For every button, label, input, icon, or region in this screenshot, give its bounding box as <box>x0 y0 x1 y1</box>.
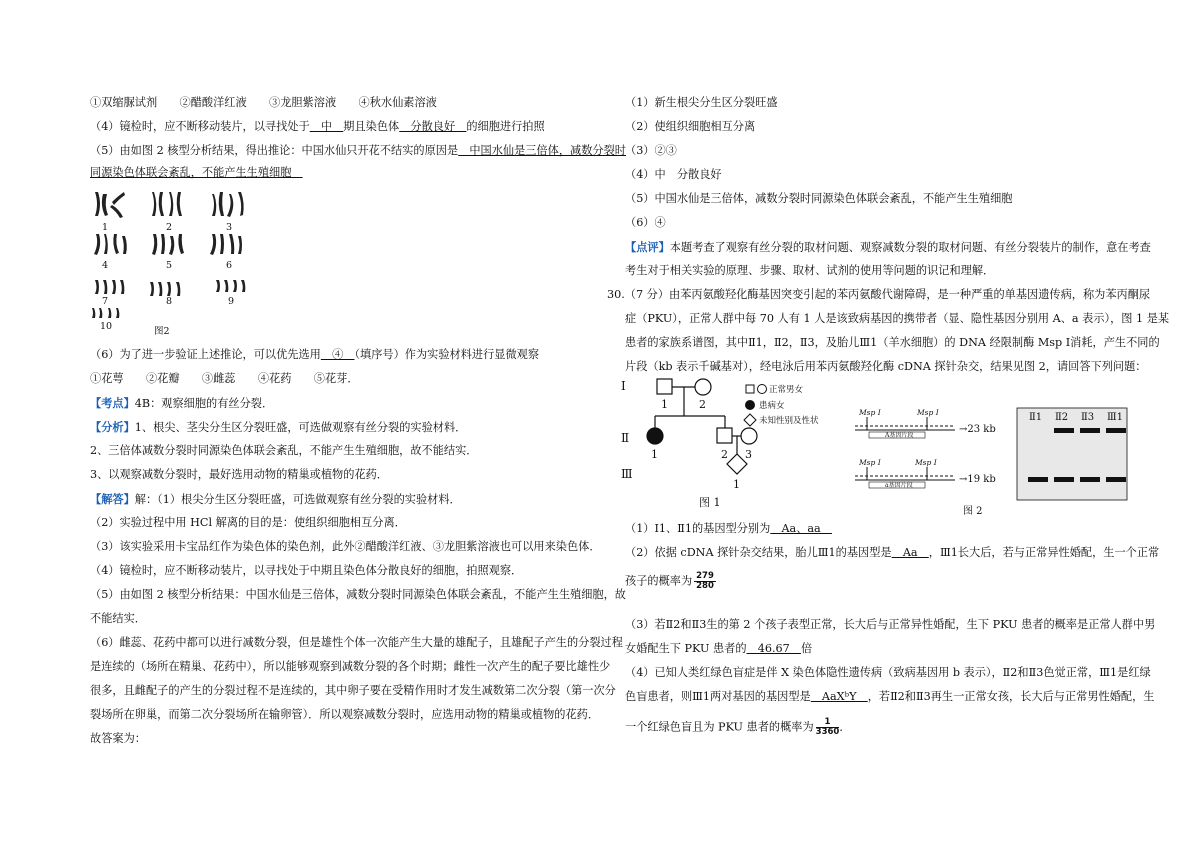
q6-answer: ④ <box>320 348 355 361</box>
legend-unknown: 未知性别及性状 <box>759 416 819 426</box>
legend-diamond-icon <box>744 414 756 426</box>
q5-answer-b: 同源染色体联会紊乱，不能产生生殖细胞 <box>90 166 303 179</box>
q5-text: （5）由如图 2 核型分析结果，得出推论：中国水仙只开花不结实的原因是 <box>90 144 459 157</box>
ind-label: 3 <box>745 448 752 461</box>
sub-question-4: （4）已知人类红绿色盲症是伴 X 染色体隐性遗传病（致病基因用 b 表示），Ⅱ2和Ⅱ3色觉正常，Ⅲ1是红绿 <box>625 666 1151 679</box>
legend-square-icon <box>746 385 754 393</box>
karyo-label: 10 <box>100 321 113 332</box>
figure-2-label: 图2 <box>154 326 170 337</box>
msp-label: Msp Ⅰ <box>915 458 937 467</box>
karyo-label: 2 <box>166 222 173 233</box>
karyotype-figure <box>90 188 290 338</box>
karyo-label: 3 <box>226 222 233 233</box>
kaodian-text: 4B：观察细胞的有丝分裂． <box>134 397 274 410</box>
jieda-5b: 不能结实． <box>90 612 146 625</box>
ind-label: 1 <box>733 478 740 491</box>
lane-label: Ⅱ2 <box>1055 412 1069 423</box>
answer-2: （2）使组织细胞相互分离 <box>625 120 756 133</box>
jieda-5a: （5）由如图 2 核型分析结果：中国水仙是三倍体，减数分裂时同源染色体联会紊乱，不能产生生殖细胞，故 <box>90 588 626 601</box>
s4-text-c: 一个红绿色盲且为 PKU 患者的概率为 <box>625 720 814 734</box>
jieda-tag: 【解答】 <box>90 492 135 506</box>
band-II3-19kb <box>1080 477 1100 482</box>
jieda-6d: 裂场所在卵巢，而第二次分裂场所在输卵管）．所以观察减数分裂时，应选用动物的精巢或植物的花药． <box>90 708 600 721</box>
band-II2-23kb <box>1054 428 1074 433</box>
answer-1: （1）新生根尖分生区分裂旺盛 <box>625 96 778 109</box>
jieda-6a: （6）雌蕊、花药中都可以进行减数分裂，但是雄性个体一次能产生大量的雄配子，且雄配子产生的分裂过程 <box>90 636 623 649</box>
lane-label: Ⅱ3 <box>1081 412 1095 423</box>
legend-normal: 正常男女 <box>769 385 804 395</box>
s4-fraction <box>816 718 840 737</box>
q4-text-end: 的细胞进行拍照 <box>466 120 545 133</box>
ind-label: 1 <box>661 398 668 411</box>
pedigree-female-I2 <box>695 379 711 395</box>
figure-2-gel-label: 图 2 <box>963 506 983 517</box>
s4-numerator: 1 <box>816 718 840 728</box>
chrom-group-6 <box>210 234 242 255</box>
fragment-A-label: A基因片段 <box>885 432 914 439</box>
s3-text-end: 倍 <box>800 642 813 655</box>
band-II1-19kb <box>1028 477 1048 482</box>
legend-filled-circle-icon <box>746 401 755 410</box>
answer-5: （5）中国水仙是三倍体，减数分裂时同源染色体联会紊乱，不能产生生殖细胞 <box>625 192 1013 205</box>
legend-circle-icon <box>758 385 767 394</box>
q4-text-mid: 期且染色体 <box>343 120 400 133</box>
pedigree-affected-female-II1 <box>647 428 663 444</box>
pedigree-male-I1 <box>657 379 672 394</box>
q4-answer-1: 中 <box>309 120 344 133</box>
kaodian-tag: 【考点】 <box>90 396 135 410</box>
dianping-tag: 【点评】 <box>625 240 670 254</box>
answer-3: （3）②③ <box>625 144 677 157</box>
question-6 <box>90 348 539 362</box>
sub-question-1 <box>625 522 832 536</box>
sub-question-4c <box>625 718 851 737</box>
chrom-group-3 <box>212 192 244 217</box>
s2-numerator: 279 <box>696 571 714 581</box>
dianping-text: 本题考查了观察有丝分裂的取材问题、观察减数分裂的取材问题、有丝分裂装片的制作，意在考查 <box>669 241 1151 254</box>
s2-text-end: ，Ⅲ1长大后，若与正常异性婚配，生一个正常 <box>928 546 1160 559</box>
gel-figure <box>855 406 1135 518</box>
karyo-label: 7 <box>102 296 109 307</box>
band-II3-23kb <box>1080 428 1100 433</box>
s1-text: （1）Ⅰ1、Ⅱ1的基因型分别为 <box>625 522 771 535</box>
s4-text: 色盲患者，则Ⅲ1两对基因的基因型是 <box>625 690 811 703</box>
karyo-label: 9 <box>228 296 235 307</box>
karyo-label: 5 <box>166 260 173 271</box>
sub-question-3: （3）若Ⅱ2和Ⅱ3生的第 2 个孩子表型正常，长大后与正常异性婚配，生下 PKU 患者的概率是正常人群中男 <box>625 618 1156 631</box>
q30-line-3: 患者的家族系谱图，其中Ⅱ1，Ⅱ2，Ⅱ3，及胎儿Ⅲ1（羊水细胞）的 DNA 经限制酶 Msp Ⅰ消耗，产生不同的 <box>625 336 1160 349</box>
jieda <box>90 492 461 507</box>
band-III1-23kb <box>1106 428 1126 433</box>
gen-label: Ⅱ <box>621 431 630 445</box>
msp-label: Msp Ⅰ <box>859 408 881 417</box>
q30-line-1: 30.（7 分）由苯丙氨酸羟化酶基因突变引起的苯丙氨酸代谢障碍，是一种严重的单基因遗传病，称为苯丙酮尿 <box>607 288 1151 301</box>
dianping <box>625 240 1151 255</box>
msp-label: Msp Ⅰ <box>917 408 939 417</box>
sub-question-2b <box>625 572 716 591</box>
materials-line: ①花萼 ②花瓣 ③雌蕊 ④花药 ⑤花芽． <box>90 372 359 385</box>
chrom-group-7 <box>95 280 124 294</box>
fenxi-2: 2、三倍体减数分裂时同源染色体联会紊乱，不能产生生殖细胞，故不能结实． <box>90 444 478 457</box>
jieda-6c: 很多，且雌配子的产生的分裂过程不是连续的，其中卵子要在受精作用时才发生减数第二次分裂（第一次分 <box>90 684 616 697</box>
karyo-label: 8 <box>166 296 173 307</box>
s4-text-end: ，若Ⅱ2和Ⅱ3再生一正常女孩，长大后与正常男性婚配，生 <box>867 690 1155 703</box>
jieda-4: （4）镜检时，应不断移动装片，以寻找处于中期且染色体分散良好的细胞，拍照观察． <box>90 564 523 577</box>
q5-answer-a: 中国水仙是三倍体，减数分裂时 <box>458 144 626 157</box>
q4-answer-2: 分散良好 <box>399 120 467 133</box>
chrom-group-8 <box>150 282 180 296</box>
fenxi-3: 3、以观察减数分裂时，最好选用动物的精巢或植物的花药． <box>90 468 388 481</box>
s4-end: ． <box>839 720 851 734</box>
sub-question-4b <box>625 690 1154 704</box>
chrom-group-4 <box>94 234 127 255</box>
ind-label: 2 <box>699 398 706 411</box>
jieda-1: 解：（1）根尖分生区分裂旺盛，可选做观察有丝分裂的实验材料． <box>134 493 461 506</box>
fenxi <box>90 420 466 435</box>
s2-denominator: 280 <box>696 581 714 591</box>
fragment-a-label: a基因片段 <box>885 482 913 489</box>
kb19-label: →19 kb <box>959 474 996 485</box>
chrom-group-9 <box>216 280 245 292</box>
jieda-6b: 是连续的（场所在精巢、花药中），所以能够观察到减数分裂的各个时期；雌性一次产生的配子要比雄性少 <box>90 660 611 673</box>
karyo-label: 1 <box>102 222 109 233</box>
pedigree-female-II3 <box>741 428 757 444</box>
answer-6: （6）④ <box>625 216 666 229</box>
question-5 <box>90 144 626 158</box>
chrom-group-5 <box>152 234 184 255</box>
ind-label: 2 <box>721 448 728 461</box>
q30-line-2: 症（PKU），正常人群中每 70 人有 1 人是该致病基因的携带者（显、隐性基因分别用 A、a 表示），图 1 是某 <box>625 312 1170 325</box>
jieda-2: （2）实验过程中用 HCl 解离的目的是：使组织细胞相互分离． <box>90 516 406 529</box>
answer-head: 故答案为： <box>90 732 146 745</box>
gen-label: Ⅲ <box>621 467 633 481</box>
karyo-label: 4 <box>102 260 109 271</box>
figure-1-label: 图 1 <box>699 496 721 509</box>
lane-label: Ⅱ1 <box>1029 412 1043 423</box>
dianping-2: 考生对于相关实验的原理、步骤、取材、试剂的使用等问题的识记和理解． <box>625 264 995 277</box>
band-II2-19kb <box>1054 477 1074 482</box>
answer-4: （4）中 分散良好 <box>625 168 722 181</box>
legend-affected: 患病女 <box>759 401 785 411</box>
s1-answer: Aa、aa <box>770 522 832 535</box>
chrom-group-2 <box>152 192 182 216</box>
pedigree-figure <box>619 376 819 516</box>
q6-text-end: （填序号）作为实验材料进行显微观察 <box>354 348 540 361</box>
reagents-line: ①双缩脲试剂 ②醋酸洋红液 ③龙胆紫溶液 ④秋水仙素溶液 <box>90 96 437 109</box>
ind-label: 1 <box>651 448 658 461</box>
kb23-label: →23 kb <box>959 424 996 435</box>
chrom-group-1 <box>95 192 125 218</box>
pedigree-unknown-III1 <box>727 454 747 474</box>
sub-question-3b <box>625 642 812 656</box>
jieda-3: （3）该实验采用卡宝品红作为染色体的染色剂，此外②醋酸洋红液、③龙胆紫溶液也可以用来染色体． <box>90 540 601 553</box>
s4-denominator: 3360 <box>815 727 840 737</box>
s4-answer: AaXᵇY <box>810 690 868 703</box>
s2-fraction <box>694 572 716 591</box>
pedigree-male-II2 <box>717 428 732 443</box>
fenxi-tag: 【分析】 <box>90 420 135 434</box>
lane-label: Ⅲ1 <box>1107 412 1124 423</box>
fenxi-text: 1、根尖、茎尖分生区分裂旺盛，可选做观察有丝分裂的实验材料． <box>134 421 467 434</box>
karyo-label: 6 <box>226 260 233 271</box>
s2-answer: Aa <box>891 546 929 559</box>
q6-text: （6）为了进一步验证上述推论，可以优先选用 <box>90 348 321 361</box>
question-5-cont <box>90 166 303 180</box>
sub-question-2 <box>625 546 1159 560</box>
question-4 <box>90 120 545 134</box>
band-III1-19kb <box>1106 477 1126 482</box>
q30-line-4: 片段（kb 表示千碱基对），经电泳后用苯丙氨酸羟化酶 cDNA 探针杂交，结果见图 2，请回答下列问题： <box>625 360 1147 373</box>
s3-text: 女婚配生下 PKU 患者的 <box>625 642 747 655</box>
msp-label: Msp Ⅰ <box>859 458 881 467</box>
s2-text-b: 孩子的概率为 <box>625 574 693 588</box>
s2-text: （2）依据 cDNA 探针杂交结果，胎儿Ⅲ1的基因型是 <box>625 546 892 559</box>
q4-text: （4）镜检时，应不断移动装片，以寻找处于 <box>90 120 310 133</box>
gen-label: Ⅰ <box>621 379 626 393</box>
kaodian <box>90 396 273 411</box>
chrom-group-10 <box>92 308 119 318</box>
s3-answer: 46.67 <box>746 642 801 655</box>
